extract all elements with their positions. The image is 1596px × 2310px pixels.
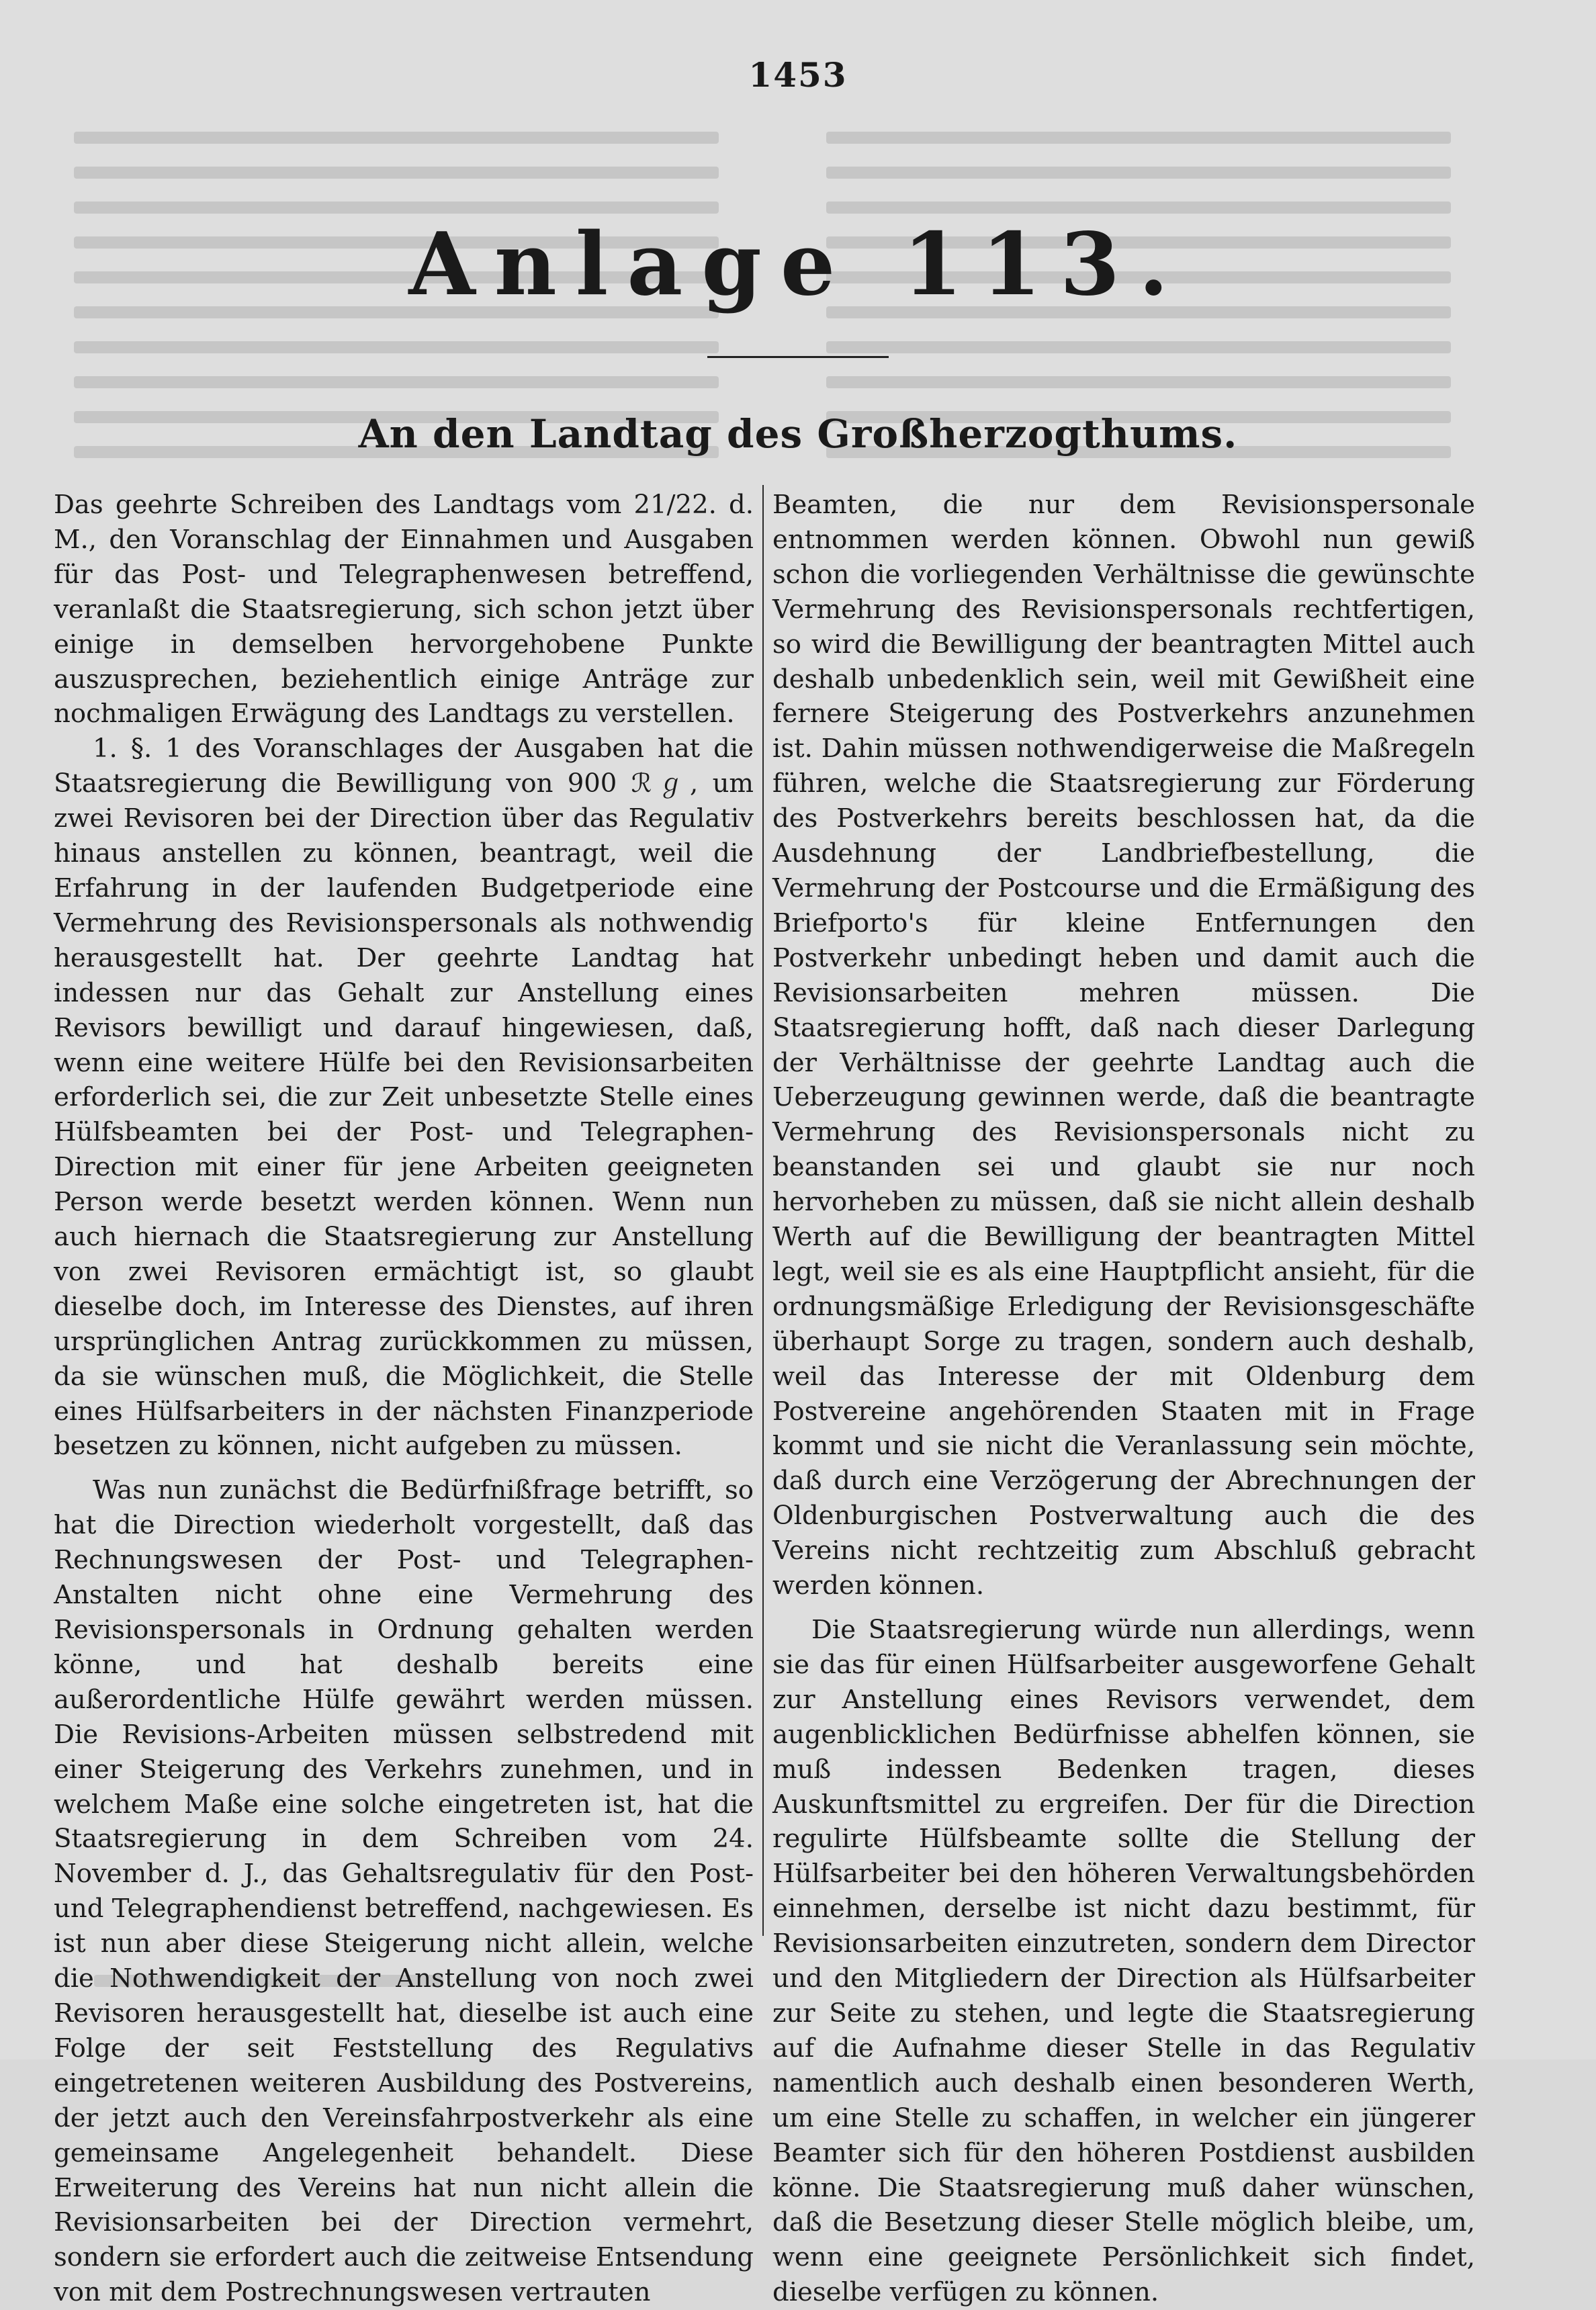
paragraph: Das geehrte Schreiben des Landtags vom 21/22. d. M., den Voranschlag der Einnahmen und Ausgaben für das Post- und Telegraphenwesen betreffend, veranlaßt die Staatsregierung, sich schon jetzt über einige in demselben hervorgehobene Punkte auszusprechen, beziehentlich einige Anträge zur nochmaligen Erwägung des Landtags zu verstellen. <box>54 490 754 729</box>
right-text-column <box>772 488 1475 2310</box>
paragraph: Beamten, die nur dem Revisionspersonale entnommen werden können. Obwohl nun gewiß schon die vorliegenden Verhältnisse die gewünschte Vermehrung des Revisionspersonals rechtfertigen, so wird die Bewilligung der beantragten Mittel auch deshalb unbedenklich sein, weil mit Gewißheit eine fernere Steigerung des Postverkehrs anzunehmen ist. Dahin müssen nothwendigerweise die Maßregeln führen, welche die Staatsregierung zur Förderung des Postverkehrs bereits beschlossen hat, da die Ausdehnung der Landbriefbestellung, die Vermehrung der Postcourse und die Ermäßigung des Briefporto's für kleine Entfernungen den Postverkehr unbedingt heben und damit auch die Revisionsarbeiten mehren müssen. Die Staatsregierung hofft, daß nach dieser Darlegung der Verhältnisse der geehrte Landtag auch die Ueberzeugung gewinnen werde, daß die beantragte Vermehrung des Revisionspersonals nicht zu beanstanden sei und glaubt sie nur noch hervorheben zu müssen, daß sie nicht allein deshalb Werth auf die Bewilligung der beantragten Mittel legt, weil sie es als eine Hauptpflicht ansieht, für die ordnungsmäßige Erledigung der Revisionsgeschäfte überhaupt Sorge zu tragen, sondern auch deshalb, weil das Interesse der mit Oldenburg dem Postvereine angehörenden Staaten mit in Frage kommt und sie nicht die Veranlassung sein möchte, daß durch eine Verzögerung der Abrechnungen der Oldenburgischen Postverwaltung auch die des Vereins nicht rechtzeitig zum Abschluß gebracht werden können. <box>772 490 1475 1601</box>
left-text-column <box>54 488 754 2310</box>
column-divider <box>762 485 764 1936</box>
paragraph: Was nun zunächst die Bedürfnißfrage betrifft, so hat die Direction wiederholt vorgestellt, daß das Rechnungswesen der Post- und Telegraphen-Anstalten nicht ohne eine Vermehrung des Revisionspersonals in Ordnung gehalten werden könne, und hat deshalb bereits eine außerordentliche Hülfe gewährt werden müssen. Die Revisions-Arbeiten müssen selbstredend mit einer Steigerung des Verkehrs zunehmen, und in welchem Maße eine solche eingetreten ist, hat die Staatsregierung in dem Schreiben vom 24. November d. J., das Gehaltsregulativ für den Post- und Telegraphendienst betreffend, nachgewiesen. Es ist nun aber diese Steigerung nicht allein, welche die Nothwendigkeit der Anstellung von noch zwei Revisoren herausgestellt hat, dieselbe ist auch eine Folge der seit Feststellung des Regulativs eingetretenen weiteren Ausbildung des Postvereins, der jetzt auch den Vereinsfahrpostverkehr als eine gemeinsame Angelegenheit behandelt. Diese Erweiterung des Vereins hat nun nicht allein die Revisionsarbeiten bei der Direction vermehrt, sondern sie erfordert auch die zeitweise Entsendung von mit dem Postrechnungswesen vertrauten <box>54 1475 754 2308</box>
document-subtitle: An den Landtag des Großherzogthums. <box>358 411 1238 457</box>
title-divider <box>707 356 889 358</box>
document-title: Anlage 113. <box>408 214 1188 315</box>
paragraph: Die Staatsregierung würde nun allerdings, wenn sie das für einen Hülfsarbeiter ausgeworfene Gehalt zur Anstellung eines Revisors verwendet, dem augenblicklichen Bedürfnisse abhelfen können, sie muß indessen Bedenken tragen, dieses Auskunftsmittel zu ergreifen. Der für die Direction regulirte Hülfsbeamte sollte die Stellung der Hülfsarbeiter bei den höheren Verwaltungsbehörden einnehmen, derselbe ist nicht dazu bestimmt, für Revisionsarbeiten einzutreten, sondern dem Director und den Mitgliedern der Direction als Hülfsarbeiter zur Seite zu stehen, und legte die Staatsregierung auf die Aufnahme dieser Stelle in das Regulativ namentlich auch deshalb einen besonderen Werth, um eine Stelle zu schaffen, in welcher ein jüngerer Beamter sich für den höheren Postdienst ausbilden könne. Die Staatsregierung muß daher wünschen, daß die Besetzung dieser Stelle möglich bleibe, um, wenn eine geeignete Persönlichkeit sich findet, dieselbe verfügen zu können. <box>772 1615 1475 2308</box>
page-number: 1453 <box>748 55 848 95</box>
paragraph: 1. §. 1 des Voranschlages der Ausgaben hat die Staatsregierung die Bewilligung von 900 ℛℊ, um zwei Revisoren bei der Direction über das Regulativ hinaus anstellen zu können, beantragt, weil die Erfahrung in der laufenden Budgetperiode eine Vermehrung des Revisionspersonals als nothwendig herausgestellt hat. Der geehrte Landtag hat indessen nur das Gehalt zur Anstellung eines Revisors bewilligt und darauf hingewiesen, daß, wenn eine weitere Hülfe bei den Revisionsarbeiten erforderlich sei, die zur Zeit unbesetzte Stelle eines Hülfsbeamten bei der Post- und Telegraphen-Direction mit einer für jene Arbeiten geeigneten Person werde besetzt werden können. Wenn nun auch hiernach die Staatsregierung zur Anstellung von zwei Revisoren ermächtigt ist, so glaubt dieselbe doch, im Interesse des Dienstes, auf ihren ursprünglichen Antrag zurückkommen zu müssen, da sie wünschen muß, die Möglichkeit, die Stelle eines Hülfsarbeiters in der nächsten Finanzperiode besetzen zu können, nicht aufgeben zu müssen. <box>54 734 754 1462</box>
